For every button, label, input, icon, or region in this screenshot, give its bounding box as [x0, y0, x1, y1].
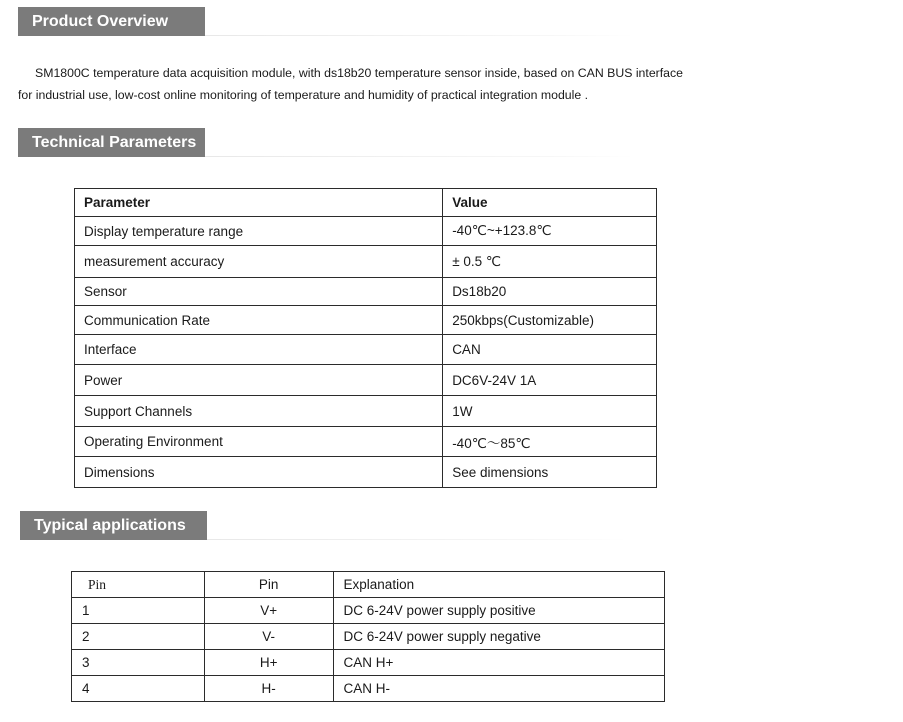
table-row — [75, 396, 657, 427]
section-divider — [207, 539, 627, 540]
section-header-typical-applications: Typical applications — [20, 511, 207, 540]
pin-label: V+ — [204, 598, 333, 624]
param-value: -40℃~+123.8℃ — [443, 217, 657, 246]
pin-number: 4 — [72, 676, 205, 702]
pin-number: 2 — [72, 624, 205, 650]
pin-label: H- — [204, 676, 333, 702]
param-value: ± 0.5 ℃ — [443, 246, 657, 278]
column-header-explanation: Explanation — [333, 572, 664, 598]
pin-number: 1 — [72, 598, 205, 624]
column-header-pin-number: Pin — [72, 572, 205, 598]
pin-explanation: CAN H- — [333, 676, 664, 702]
param-value: 250kbps(Customizable) — [443, 306, 657, 335]
table-row — [75, 246, 657, 278]
param-name: measurement accuracy — [75, 246, 443, 278]
pin-definition-table — [71, 571, 665, 702]
section-header-product-overview: Product Overview — [18, 7, 205, 36]
table-row — [72, 676, 665, 702]
pin-explanation: DC 6-24V power supply positive — [333, 598, 664, 624]
pin-explanation: CAN H+ — [333, 650, 664, 676]
table-row — [75, 306, 657, 335]
table-header-row — [72, 572, 665, 598]
param-name: Support Channels — [75, 396, 443, 427]
column-header-pin: Pin — [204, 572, 333, 598]
param-value: DC6V-24V 1A — [443, 365, 657, 396]
section-divider — [205, 156, 635, 157]
table-row — [72, 624, 665, 650]
pin-label: H+ — [204, 650, 333, 676]
param-name: Communication Rate — [75, 306, 443, 335]
table-row — [75, 278, 657, 306]
param-value: CAN — [443, 335, 657, 365]
pin-number: 3 — [72, 650, 205, 676]
table-row — [72, 598, 665, 624]
section-header-technical-parameters: Technical Parameters — [18, 128, 205, 157]
param-value: 1W — [443, 396, 657, 427]
overview-line-2: for industrial use, low-cost online monitoring of temperature and humidity of practical integration module . — [18, 87, 589, 102]
param-name: Dimensions — [75, 457, 443, 488]
table-row — [75, 457, 657, 488]
table-row — [72, 650, 665, 676]
param-value: -40℃～85℃ — [443, 427, 657, 457]
table-row — [75, 217, 657, 246]
param-value: See dimensions — [443, 457, 657, 488]
section-divider — [205, 35, 635, 36]
table-row — [75, 427, 657, 457]
column-header-value: Value — [443, 189, 657, 217]
param-name: Interface — [75, 335, 443, 365]
table-row — [75, 335, 657, 365]
column-header-parameter: Parameter — [75, 189, 443, 217]
param-value: Ds18b20 — [443, 278, 657, 306]
param-name: Display temperature range — [75, 217, 443, 246]
table-row — [75, 365, 657, 396]
param-name: Operating Environment — [75, 427, 443, 457]
pin-explanation: DC 6-24V power supply negative — [333, 624, 664, 650]
technical-parameters-table — [74, 188, 657, 488]
table-header-row — [75, 189, 657, 217]
overview-line-1: SM1800C temperature data acquisition module, with ds18b20 temperature sensor inside, based on CAN BUS interface — [35, 66, 683, 80]
product-overview-text — [18, 63, 878, 106]
pin-label: V- — [204, 624, 333, 650]
param-name: Sensor — [75, 278, 443, 306]
param-name: Power — [75, 365, 443, 396]
